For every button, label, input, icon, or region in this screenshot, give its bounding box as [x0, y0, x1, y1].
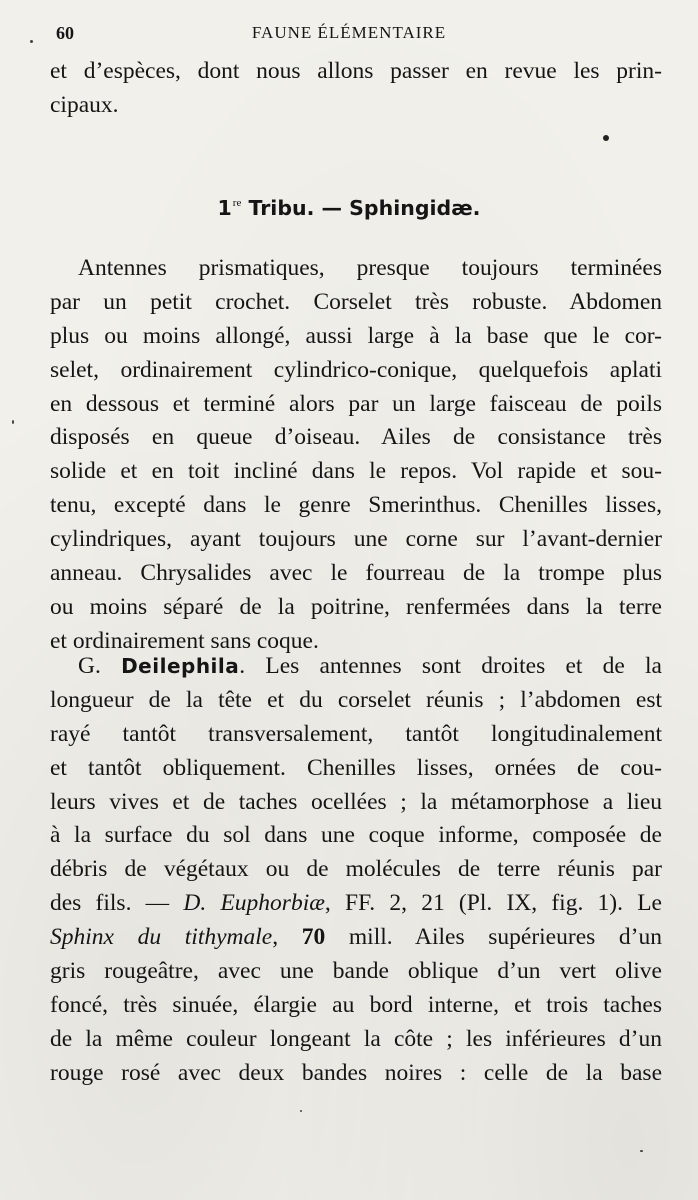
text-line: leurs vives et de taches ocellées ; la métamorphose a lieu	[50, 788, 662, 815]
running-title: FAUNE ÉLÉMENTAIRE	[251, 23, 447, 42]
text-line	[50, 650, 662, 684]
text-line: rouge rosé avec deux bandes noires : celle de la base	[50, 1059, 662, 1086]
paper-speck	[300, 1110, 302, 1112]
text-line: Antennes prismatiques, presque toujours terminées	[78, 255, 662, 281]
paper-speck	[640, 1150, 643, 1152]
text-run: . Les antennes sont droites et de la	[239, 653, 662, 679]
genus-prefix: G.	[78, 653, 122, 679]
text-line: ou moins séparé de la poitrine, renfermées dans la terre	[50, 593, 662, 620]
paper-speck	[30, 40, 33, 43]
genus-description	[50, 650, 662, 1091]
text-line: selet, ordinairement cylindrico-conique, quelquefois aplati	[50, 356, 662, 383]
text-line: foncé, très sinuée, élargie au bord interne, et trois taches	[50, 991, 662, 1018]
running-head	[0, 22, 698, 44]
genus-name: Deilephila	[121, 654, 240, 678]
text-line: et tantôt obliquement. Chenilles lisses, ornées de cou-	[50, 754, 662, 781]
text-line: en dessous et terminé alors par un large faisceau de poils	[50, 390, 662, 417]
text-line: et ordinairement sans coque.	[50, 627, 319, 654]
text-line	[50, 921, 662, 955]
text-line: tenu, excepté dans le genre Smerinthus. Chenilles lisses,	[50, 492, 662, 519]
text-line: gris rougeâtre, avec une bande oblique d’un vert olive	[50, 958, 662, 985]
text-line	[50, 887, 662, 921]
section-ordinal: re	[232, 197, 242, 209]
text-run: mill. Ailes supérieures d’un	[325, 924, 662, 951]
text-line: à la surface du sol dans une coque informe, composée de	[50, 822, 662, 849]
text-line: par un petit crochet. Corselet très robuste. Abdomen	[50, 288, 662, 315]
text-line	[50, 455, 662, 489]
paper-speck	[12, 420, 14, 424]
text-line: et d’espèces, dont nous allons passer en revue les prin-	[50, 58, 662, 84]
text-run: , FF. 2, 21 (Pl. IX, fig. 1). Le	[324, 890, 662, 917]
species-name: D. Euphorbiæ	[183, 890, 325, 917]
section-number: 1	[217, 196, 232, 220]
stray-dot	[603, 135, 609, 141]
text-line: débris de végétaux ou de molécules de terre réunis par	[50, 856, 662, 883]
text-line: anneau. Chrysalides avec le fourreau de la trompe plus	[50, 560, 662, 587]
text-line: cylindriques, ayant toujours une corne sur l’avant-dernier	[50, 526, 662, 553]
text-line: plus ou moins allongé, aussi large à la base que le cor-	[50, 322, 662, 349]
tribe-description	[50, 252, 662, 659]
page-number: 60	[56, 23, 74, 43]
section-heading	[0, 188, 698, 223]
intro-paragraph	[50, 55, 662, 123]
text-run: solide et en toit incliné dans le repos. Vol rapide et sou-	[50, 458, 662, 485]
text-line: cipaux.	[50, 91, 119, 118]
text-line: longueur de la tête et du corselet réunis ; l’abdomen est	[50, 686, 662, 713]
text-run: des fils. —	[50, 890, 184, 917]
text-run: ,	[272, 924, 302, 951]
text-line: disposés en queue d’oiseau. Ailes de consistance très	[50, 424, 662, 451]
size-value: 70	[301, 924, 326, 951]
common-name: Sphinx du tithymale	[50, 924, 273, 951]
text-line: rayé tantôt transversalement, tantôt longitudinalement	[50, 720, 662, 747]
section-title: Tribu. — Sphingidæ.	[241, 196, 481, 220]
text-line: de la même couleur longeant la côte ; les inférieures d’un	[50, 1025, 662, 1052]
